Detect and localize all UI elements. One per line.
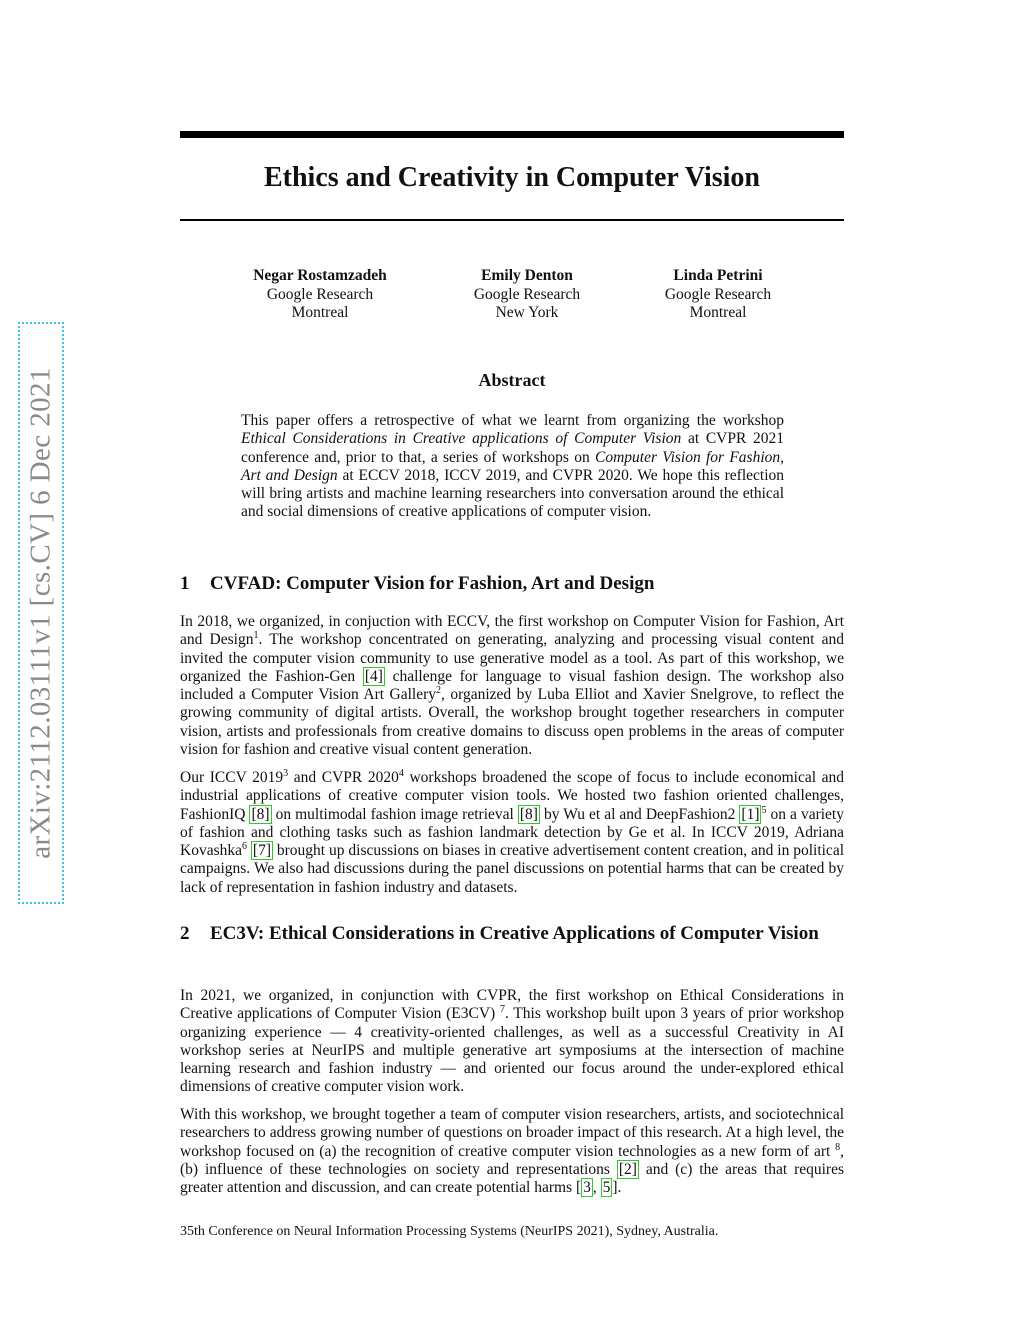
- abstract-heading: Abstract: [478, 370, 546, 390]
- footnote-marker: 3: [283, 767, 289, 779]
- citation-link[interactable]: [7]: [252, 842, 271, 860]
- section-title: EC3V: Ethical Considerations in Creative Applications of Computer Vision: [210, 923, 819, 944]
- section-1-paragraph-2: Our ICCV 2019$^3$ and CVPR 2020$^4$ workshops broadened the scope of focus to include economical and industrial applications of creative computer vision tools. We hosted two fashion oriented challenges, FashionIQ [8] on multimodal fashion image retrieval [8] by Wu et al and DeepFashion2 [1] $^5$ on a variety of fashion and clothing tasks such as fashion landmark detection by Ge et al. In ICCV 2019, Adriana Kovashka$^6$ [7] brought up discussions on biases in creative advertisement content creation, and in political campaigns. We also had discussions during the panel discussions on potential harms that can be created by lack of representation in fashion industry and datasets.: [180, 767, 845, 896]
- author-affiliation: Google Research: [266, 285, 374, 303]
- section-number: 1: [180, 573, 190, 594]
- section-title: CVFAD: Computer Vision for Fashion, Art and Design: [210, 573, 655, 594]
- arxiv-stamp[interactable]: [18, 322, 64, 904]
- author-location: Montreal: [689, 304, 747, 321]
- author-name: Negar Rostamzadeh: [253, 267, 387, 284]
- footnote-marker: 1: [253, 630, 259, 642]
- author-name: Linda Petrini: [673, 267, 763, 284]
- footnote-marker: 2: [436, 685, 441, 697]
- conference-footer: 35th Conference on Neural Information Processing Systems (NeurIPS 2021), Sydney, Australia.: [180, 1224, 719, 1239]
- author-affiliation: Google Research: [664, 285, 772, 303]
- section-1-heading: [180, 572, 844, 595]
- section-number: 2: [180, 923, 190, 944]
- author-2: [417, 267, 637, 323]
- author-name: Emily Denton: [481, 267, 573, 284]
- citation-link[interactable]: 5: [602, 1179, 611, 1197]
- footnote-marker: 8: [835, 1141, 841, 1153]
- arxiv-id: arXiv:2112.03111v1 [cs.CV] 6 Dec 2021: [24, 367, 57, 859]
- footnote-marker: 4: [398, 767, 404, 779]
- author-1: [210, 267, 430, 323]
- citation-link[interactable]: [2]: [618, 1160, 637, 1178]
- section-2-paragraph-2: With this workshop, we brought together a team of computer vision researchers, artists, and sociotechnical researchers to address growing number of questions on broader impact of this research. At a high level, the workshop focused on (a) the recognition of creative computer vision technologies as a new form of art $^8$, (b) influence of these technologies on society and representations [2] and (c) the areas that requires greater attention and discussion, and can create potential harms [ 3 , 5 ].: [180, 1106, 845, 1197]
- section-1-paragraph-1: In 2018, we organized, in conjuction with ECCV, the first workshop on Computer Vision for Fashion, Art and Design$^1$. The workshop concentrated on generating, analyzing and processing visual content and invited the computer vision community to use generative model as a tool. As part of this workshop, we organized the Fashion-Gen [4] challenge for language to visual fashion design. The workshop also included a Computer Vision Art Gallery$^2$, organized by Luba Elliot and Xavier Snelgrove, to reflect the growing community of digital artists. Overall, the workshop brought together researchers in computer vision, artists and professionals from creative domains to discuss open problems in the areas of computer vision for fashion and creative visual content generation.: [180, 613, 845, 759]
- footnote-marker: 6: [242, 841, 247, 853]
- paper-title: Ethics and Creativity in Computer Vision: [263, 162, 760, 193]
- author-3: [608, 267, 828, 323]
- footnote-marker: 7: [499, 1004, 505, 1016]
- citation-link[interactable]: [8]: [519, 805, 538, 823]
- citation-link[interactable]: 3: [583, 1179, 591, 1197]
- citation-link[interactable]: [8]: [251, 805, 270, 823]
- abstract-text: This paper offers a retrospective of what we learnt from organizing the workshop Ethical Considerations in Creative applications of Computer Vision at CVPR 2021 conference and, prior to that, a series of workshops on Computer Vision for Fashion, Art and Design at ECCV 2018, ICCV 2019, and CVPR 2020. We hope this reflection will bring artists and machine learning researchers into conversation around the ethical and social dimensions of creative applications of computer vision.: [241, 412, 785, 521]
- section-2-heading: [180, 922, 844, 945]
- title-bottom-rule: [180, 219, 844, 221]
- citation-link[interactable]: [4]: [364, 667, 383, 685]
- author-affiliation: Google Research: [473, 285, 581, 303]
- author-location: New York: [495, 304, 559, 321]
- author-location: Montreal: [291, 304, 349, 321]
- section-2-paragraph-1: In 2021, we organized, in conjunction with CVPR, the first workshop on Ethical Considerations in Creative applications of Computer Vision (E3CV) $^7$. This workshop built upon 3 years of prior workshop organizing experience — 4 creativity-oriented challenges, as well as a successful Creativity in AI workshop series at NeurIPS and multiple generative art symposiums at the intersection of machine learning research and fashion industry — and oriented our focus around the under-explored ethical dimensions of creative computer vision work.: [180, 987, 844, 1096]
- footnote-marker: 5: [761, 804, 767, 816]
- title-top-rule: [180, 131, 844, 138]
- citation-link[interactable]: [1]: [741, 805, 760, 823]
